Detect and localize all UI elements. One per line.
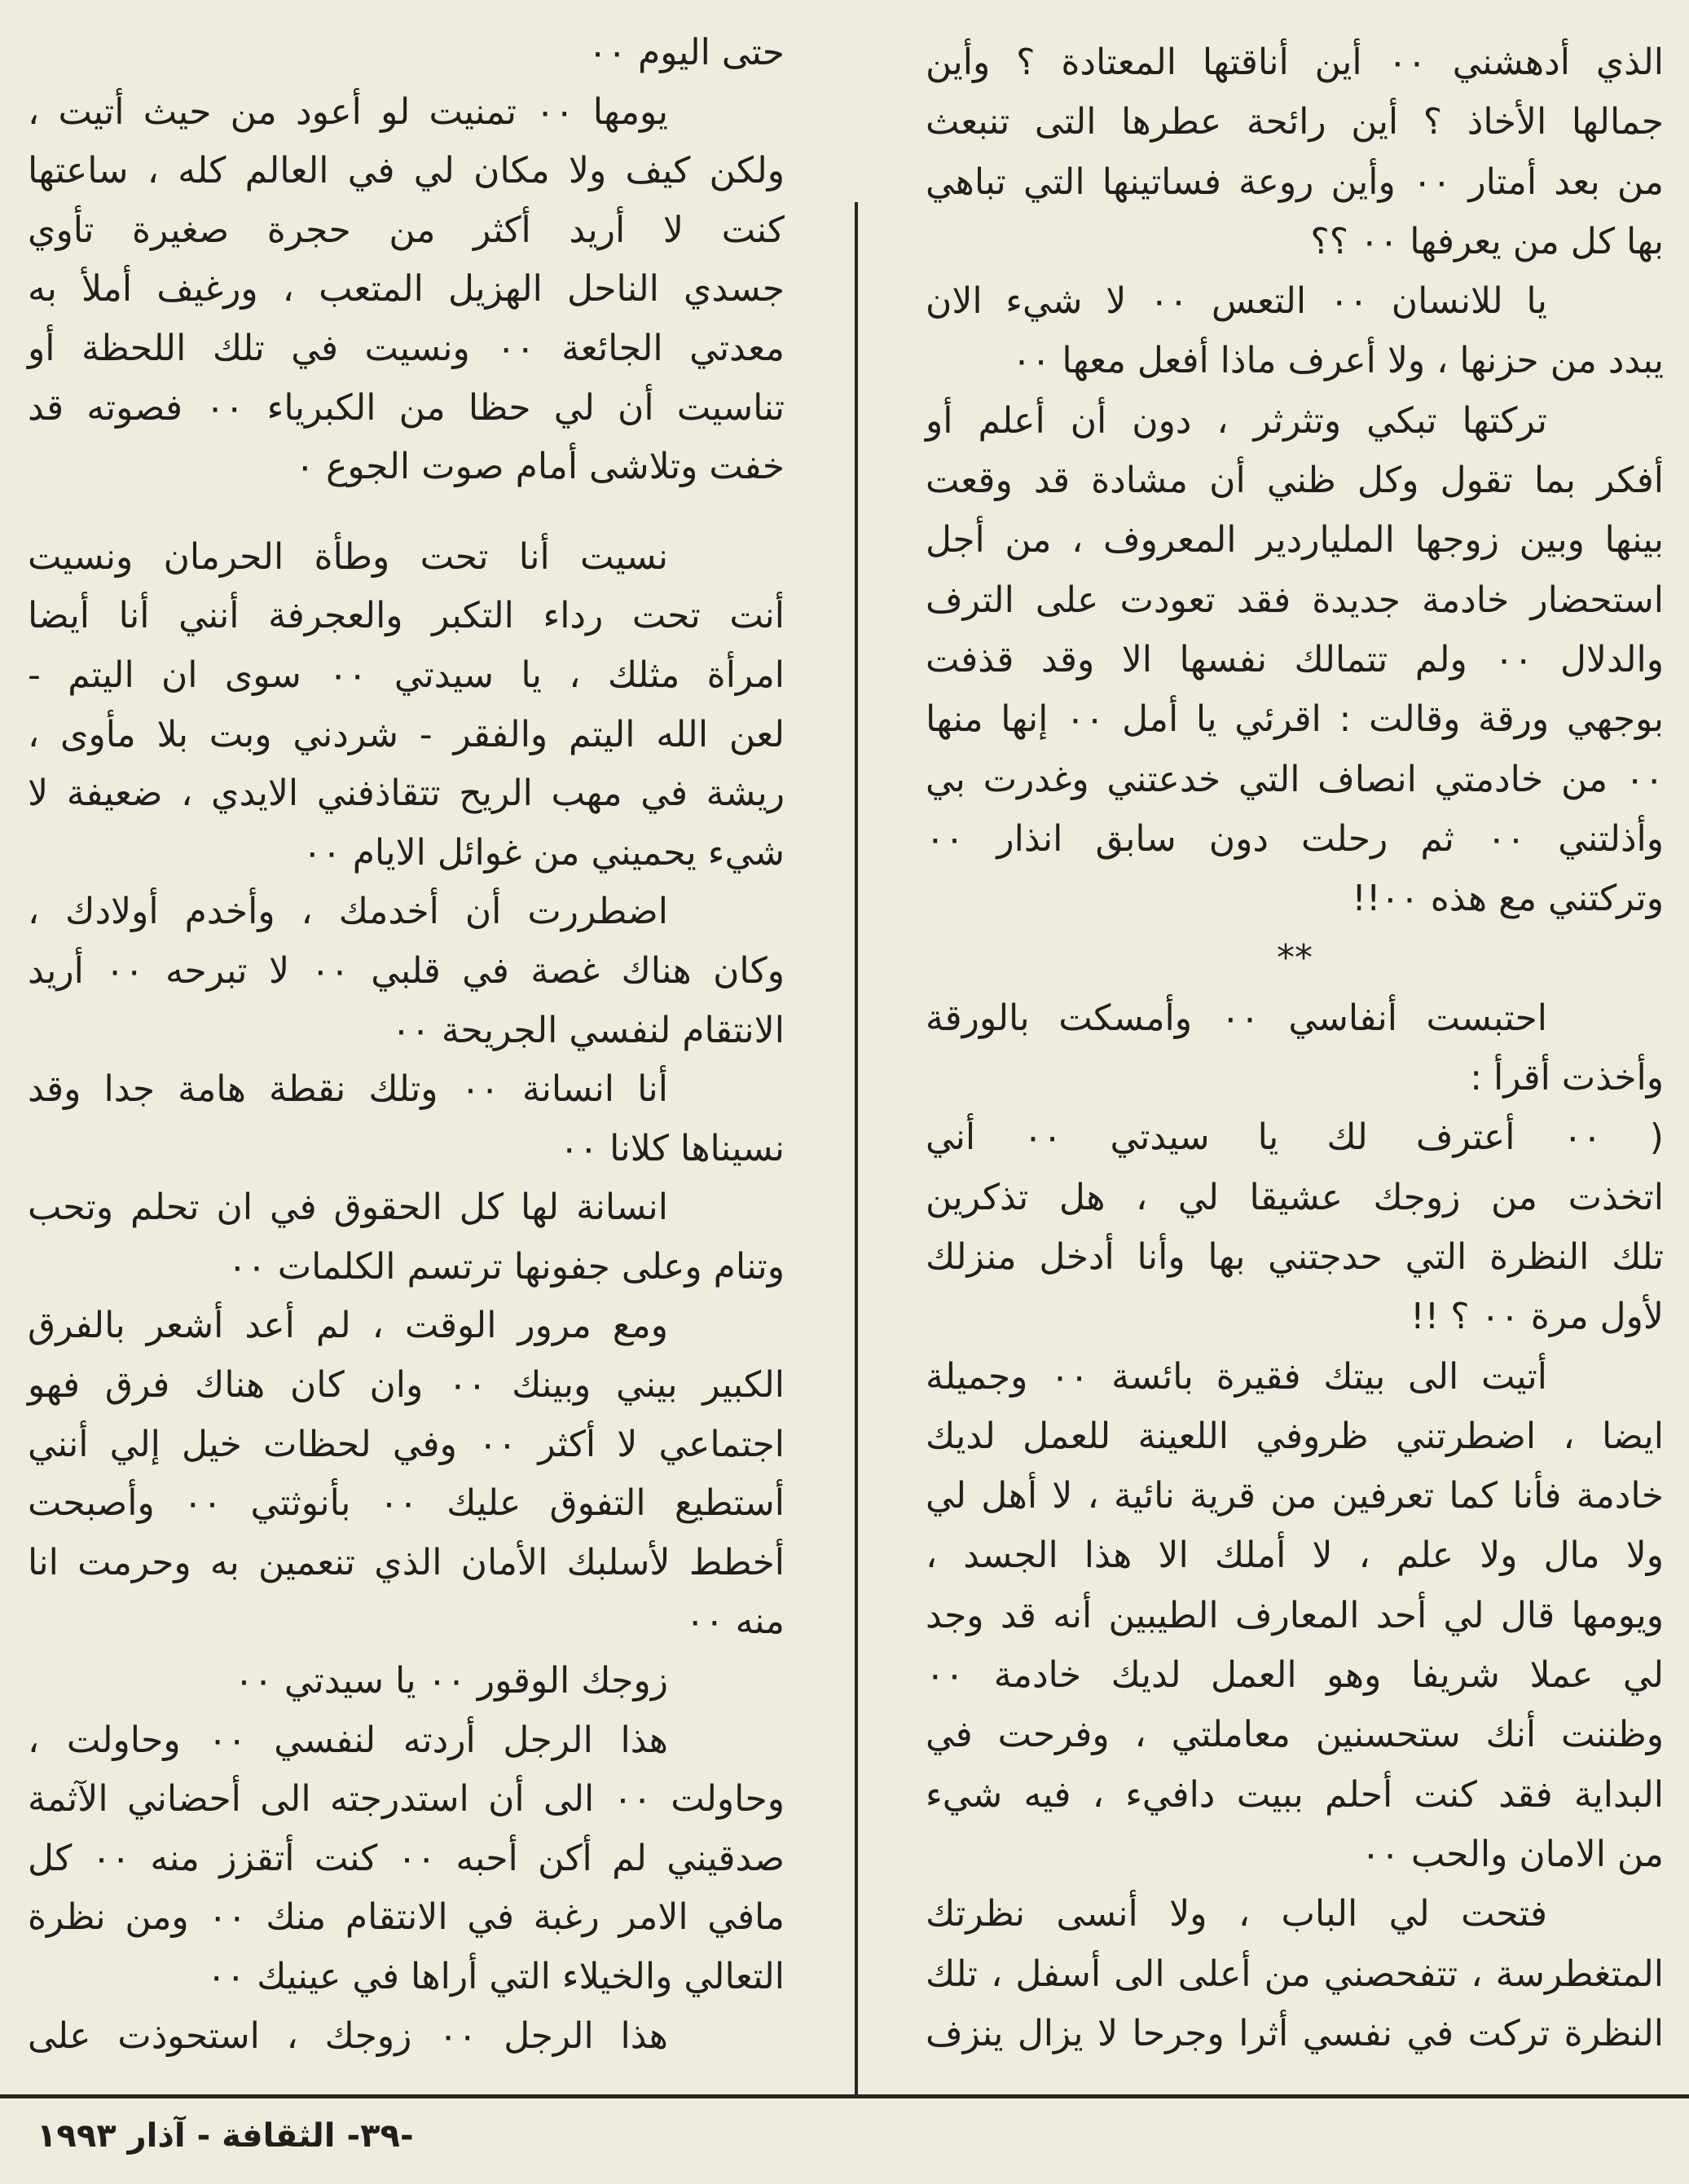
text-line: وأخذت أقرأ : [1470,1057,1664,1099]
text-line: وحاولت ٠٠ الى أن استدرجته الى أحضاني الآثمة [28,1778,785,1821]
text-line: لأول مرة ٠٠ ؟ !! [1410,1296,1664,1338]
text-line: ( ٠٠ أعترف لك يا سيدتي ٠٠ أني [926,1116,1664,1159]
text-line: بوجهي ورقة وقالت : اقرئي يا أمل ٠٠ إنها منها [926,698,1664,741]
text-line: لي عملا شريفا وهو العمل لديك خادمة ٠٠ [926,1654,1664,1697]
text-line: زوجك الوقور ٠٠ يا سيدتي ٠٠ [234,1660,668,1702]
text-line: حتى اليوم ٠٠ [587,32,785,73]
text-line: خادمة فأنا كما تعرفين من قرية نائية ، لا أهل لي [926,1475,1664,1517]
text-line: وتركتني مع هذه ٠٠!! [1352,878,1664,920]
footer-rule [0,2094,1689,2098]
text-line: الانتقام لنفسي الجريحة ٠٠ [391,1009,785,1051]
text-line: شيء يحميني من غوائل الايام ٠٠ [302,831,785,874]
text-line: البداية فقد كنت أحلم ببيت دافيء ، فيه شيء [926,1773,1664,1816]
text-line: ٠٠ من خادمتي انصاف التي خدعتني وغدرت بي [926,758,1664,800]
text-line: المتغطرسة ، تتفحصني من أعلى الى أسفل ، تلك [926,1953,1664,1995]
page-footer [37,2113,414,2159]
page-number: -٣٩- [346,2117,414,2155]
text-line: نسيت أنا تحت وطأة الحرمان ونسيت [28,535,668,578]
text-line: جمالها الأخاذ ؟ أين رائحة عطرها التى تنبعث [926,101,1664,143]
text-line: النظرة تركت في نفسي أثرا وجرحا لا يزال ينزف [926,2012,1664,2054]
text-line: ولا مال ولا علم ، لا أملك الا هذا الجسد ، [926,1535,1664,1577]
section-separator: ** [1277,937,1313,980]
left-column [28,24,785,2066]
text-line: أنا انسانة ٠٠ وتلك نقطة هامة جدا وقد [28,1068,668,1111]
text-line: بها كل من يعرفها ٠٠ ؟؟ [1310,220,1664,262]
text-line: وتنام وعلى جفونها ترتسم الكلمات ٠٠ [227,1245,785,1288]
text-line: يبدد من حزنها ، ولا أعرف ماذا أفعل معها ٠٠ [1012,340,1664,382]
text-line: لعن الله اليتم والفقر - شردني وبت بلا مأوى ، [28,713,785,755]
text-line: اجتماعي لا أكثر ٠٠ وفي لحظات خيل إلي أنني [28,1423,785,1465]
text-line: ومع مرور الوقت ، لم أعد أشعر بالفرق [28,1305,668,1347]
text-line: ويومها قال لي أحد المعارف الطيبين أنه قد وجد [926,1594,1664,1636]
text-line: ايضا ، اضطرتني ظروفي اللعينة للعمل لديك [926,1415,1664,1457]
text-line: معدتي الجائعة ٠٠ ونسيت في تلك اللحظة أو [28,327,785,369]
text-line: وظننت أنك ستحسنين معاملتي ، وفرحت في [926,1714,1664,1756]
text-line: أتيت الى بيتك فقيرة بائسة ٠٠ وجميلة [926,1355,1547,1398]
text-line: فتحت لي الباب ، ولا أنسى نظرتك [926,1893,1547,1935]
text-line: اتخذت من زوجك عشيقا لي ، هل تذكرين [926,1176,1664,1218]
right-column [926,33,1664,2063]
text-line: احتبست أنفاسي ٠٠ وأمسكت بالورقة [926,997,1547,1039]
text-line: مافي الامر رغبة في الانتقام منك ٠٠ ومن نظرة [28,1896,785,1939]
text-line: كنت لا أريد أكثر من حجرة صغيرة تأوي [28,209,785,251]
text-line: منه ٠٠ [685,1601,785,1643]
magazine-name: الثقافة [222,2117,336,2155]
text-line: تلك النظرة التي حدجتني بها وأنا أدخل منزلك [926,1235,1664,1278]
text-line: التعالي والخيلاء التي أراها في عينيك ٠٠ [206,1956,785,1997]
text-line: أفكر بما تقول وكل ظني أن مشادة قد وقعت [926,460,1664,502]
text-line: امرأة مثلك ، يا سيدتي ٠٠ سوى ان اليتم - [28,654,785,696]
column-divider [855,202,858,2094]
text-line: خفت وتلاشى أمام صوت الجوع ٠ [295,446,785,488]
text-line: والدلال ٠٠ ولم تتمالك نفسها الا وقد قذفت [926,638,1665,680]
text-line: تناسيت أن لي حظا من الكبرياء ٠٠ فصوته قد [28,386,785,429]
text-line: نسيناها كلانا ٠٠ [559,1127,785,1169]
text-line: اضطررت أن أخدمك ، وأخدم أولادك ، [28,891,668,933]
text-line: يا للانسان ٠٠ التعس ٠٠ لا شيء الان [926,280,1547,323]
text-line: هذا الرجل ٠٠ زوجك ، استحوذت على [28,2014,668,2057]
text-line: جسدي الناحل الهزيل المتعب ، ورغيف أملأ به [28,268,785,310]
text-line: صدقيني لم أكن أحبه ٠٠ كنت أتقزز منه ٠٠ كل [28,1837,785,1879]
text-line: يومها ٠٠ تمنيت لو أعود من حيث أتيت ، [28,90,669,133]
text-line: الكبير بيني وبينك ٠٠ وان كان هناك فرق فهو [28,1364,785,1407]
text-line: أنت تحت رداء التكبر والعجرفة أنني أنا أيضا [28,595,785,637]
text-line: ولكن كيف ولا مكان لي في العالم كله ، ساعتها [28,150,785,192]
text-line: انسانة لها كل الحقوق في ان تحلم وتحب [28,1187,668,1229]
text-line: أستطيع التفوق عليك ٠٠ بأنوثتي ٠٠ وأصبحت [28,1482,785,1525]
text-line: وأذلتني ٠٠ ثم رحلت دون سابق انذار ٠٠ [926,817,1665,860]
text-line: هذا الرجل أردته لنفسي ٠٠ وحاولت ، [28,1719,668,1761]
text-line: أخطط لأسلبك الأمان الذي تنعمين به وحرمت انا [28,1541,785,1583]
text-line: بينها وبين زوجها الملياردير المعروف ، من أجل [926,519,1664,561]
text-line: من الامان والحب ٠٠ [1361,1833,1664,1875]
text-line: الذي أدهشني ٠٠ أين أناقتها المعتادة ؟ وأين [926,42,1664,83]
text-line: تركتها تبكي وتثرثر ، دون أن أعلم أو [926,399,1547,442]
text-line: ريشة في مهب الريح تتقاذفني الايدي ، ضعيفة لا [28,773,785,815]
issue-date: آذار ١٩٩٣ [37,2117,186,2155]
text-line: استحضار خادمة جديدة فقد تعودت على الترف [926,579,1664,621]
text-line: وكان هناك غصة في قلبي ٠٠ لا تبرحه ٠٠ أريد [28,949,785,992]
text-line: من بعد أمتار ٠٠ وأين روعة فساتينها التي تباهي [926,161,1664,203]
footer-separator: - [196,2117,211,2155]
